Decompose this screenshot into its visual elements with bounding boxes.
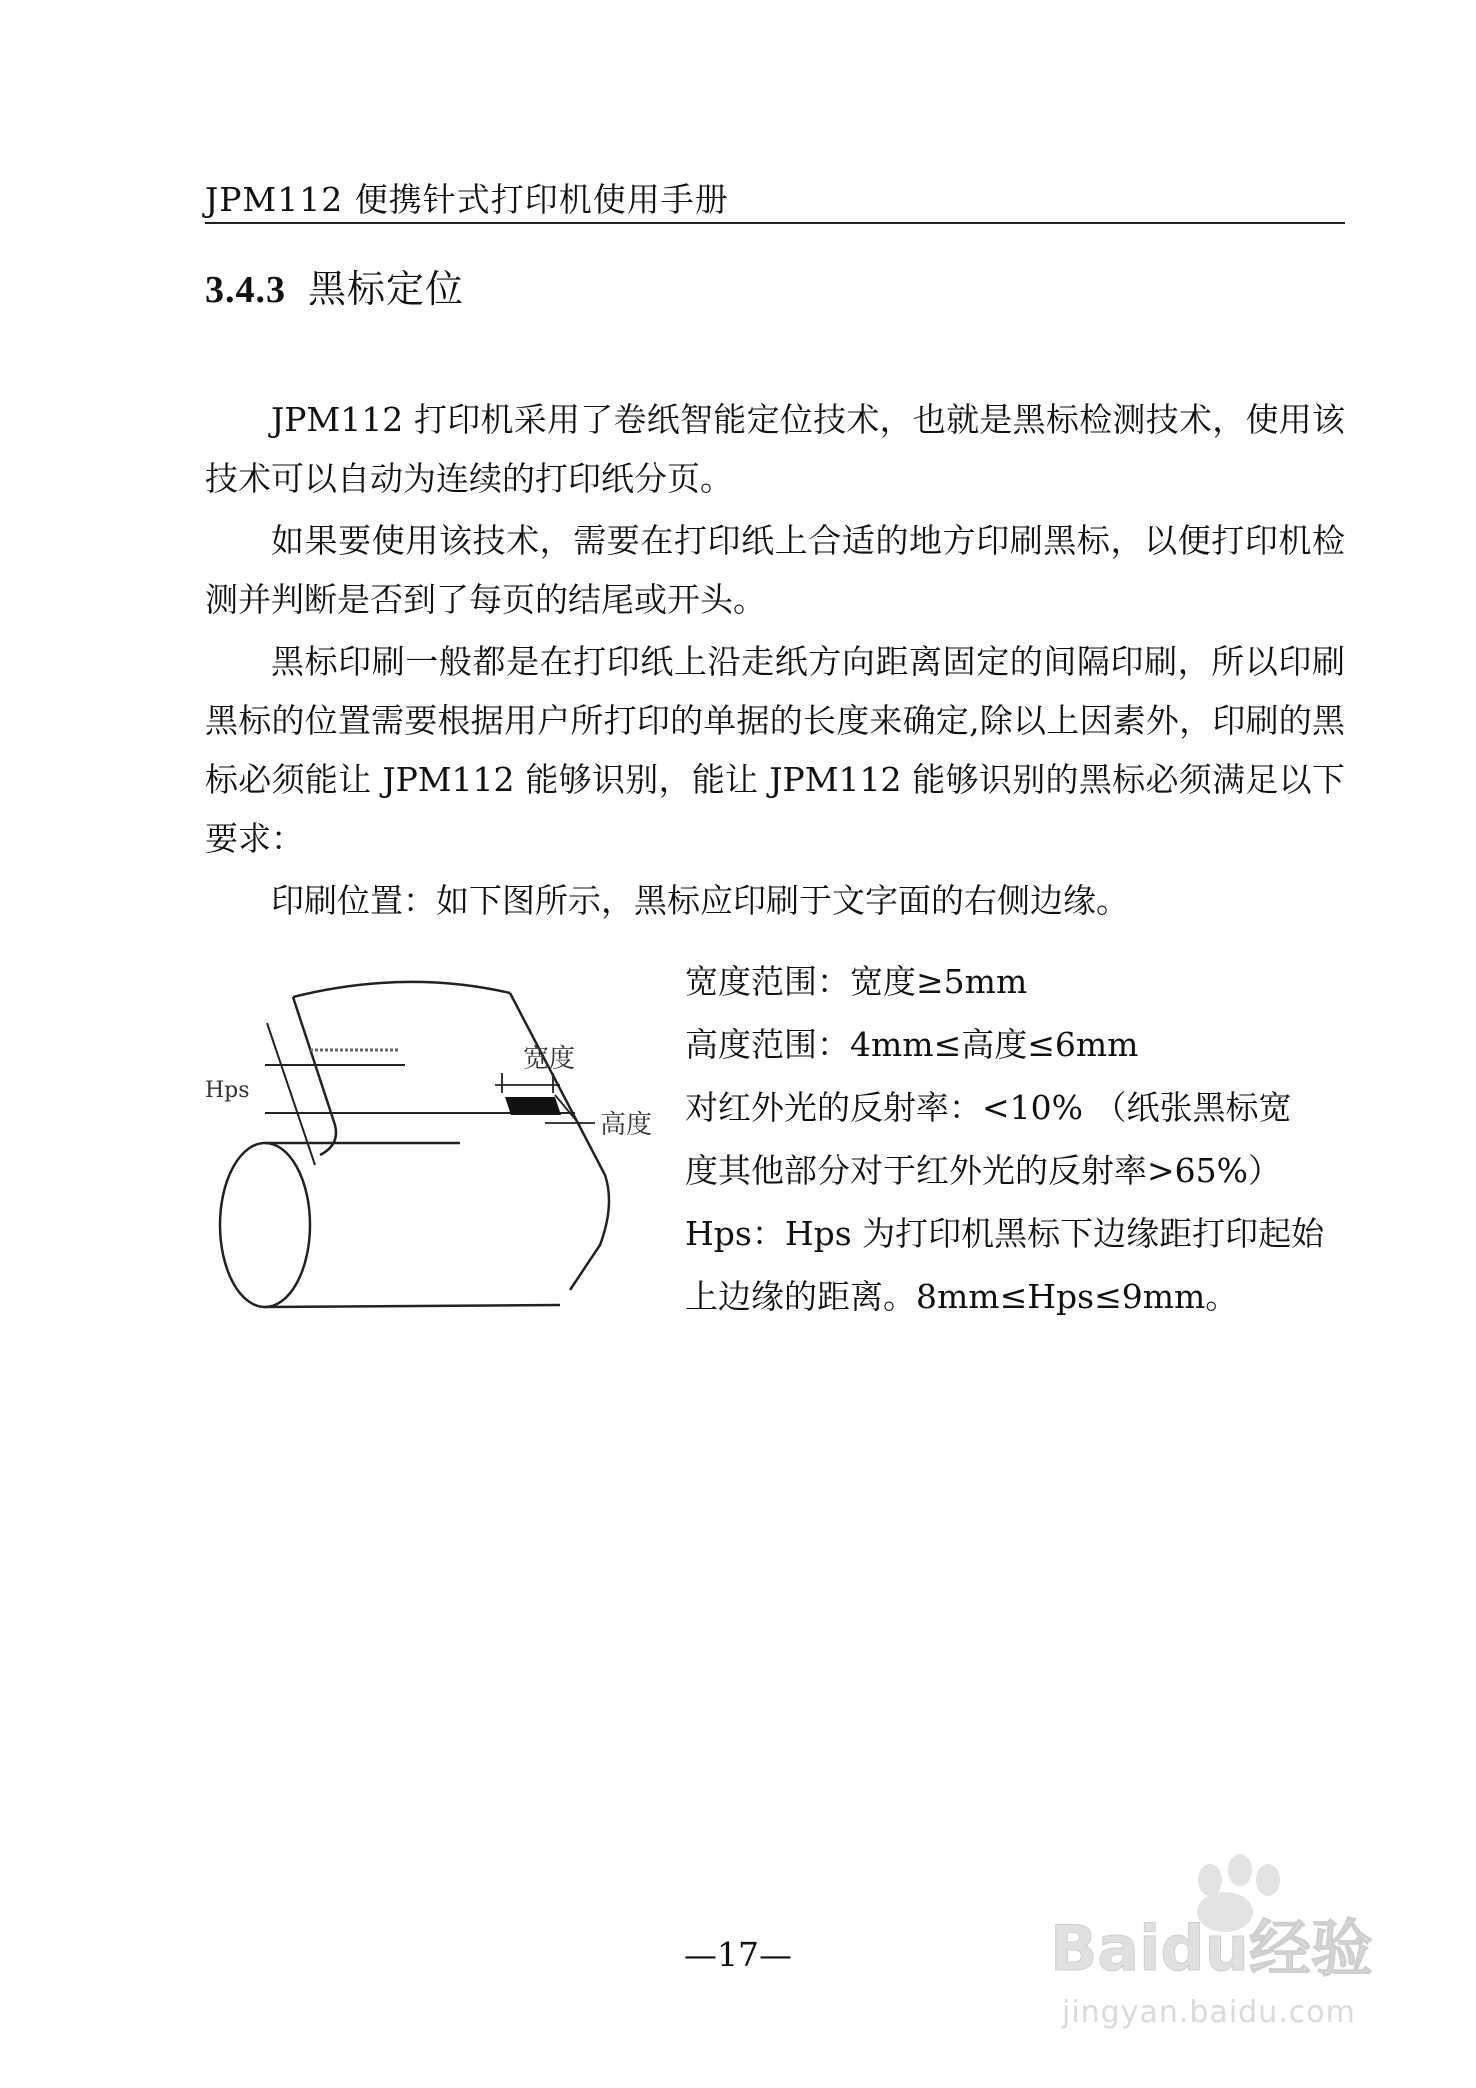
label-height: 高度 (600, 1110, 653, 1140)
section-title: 黑标定位 (308, 267, 465, 311)
spec-reflectance: 对红外光的反射率：<10% （纸张黑标宽 (685, 1088, 1292, 1127)
black-mark (505, 1097, 561, 1115)
section-number: 3.4.3 (205, 269, 286, 311)
label-width: 宽度 (523, 1044, 576, 1074)
section-heading (205, 258, 464, 313)
paragraph: 印刷位置：如下图所示，黑标应印刷于文字面的右侧边缘。 (271, 881, 1129, 920)
page-header: JPM112 便携针式打印机使用手册 (205, 180, 729, 219)
paper-left-edge (293, 997, 336, 1155)
spec-list (685, 950, 1345, 1328)
watermark-url: jingyan.baidu.com (1062, 1995, 1356, 2030)
spec-hps: Hps：Hps 为打印机黑标下边缘距打印起始 (685, 1214, 1325, 1253)
paper-roll-end (220, 1143, 310, 1307)
spec-width: 宽度范围：宽度≥5mm (685, 962, 1028, 1001)
black-mark-diagram (205, 975, 675, 1345)
page-number: —17— (684, 1935, 792, 1974)
paper-right-edge (510, 993, 609, 1290)
label-hps: Hps (205, 1078, 250, 1103)
header-rule (205, 222, 1345, 224)
body-text (205, 390, 1345, 933)
paragraph: 黑标印刷一般都是在打印纸上沿走纸方向距离固定的间隔印刷，所以印刷黑标的位置需要根据用户所打印的单据的长度来确定,除以上因素外，印刷的黑标必须能让 JPM112 能够识别，能让 JPM112 能够识别的黑标必须满足以下要求： (205, 642, 1345, 858)
baidu-watermark-logo (1050, 1850, 1390, 1990)
spec-reflectance-cont: 度其他部分对于红外光的反射率>65%） (685, 1151, 1281, 1190)
spec-height: 高度范围：4mm≤高度≤6mm (685, 1025, 1139, 1064)
paragraph: JPM112 打印机采用了卷纸智能定位技术，也就是黑标检测技术，使用该技术可以自动为连续的打印纸分页。 (205, 400, 1345, 498)
paper-top-edge (293, 982, 510, 997)
spec-hps-cont: 上边缘的距离。8mm≤Hps≤9mm。 (685, 1277, 1239, 1316)
watermark-logo-text: Baidu经验 (1050, 1912, 1373, 1985)
paragraph: 如果要使用该技术，需要在打印纸上合适的地方印刷黑标，以便打印机检测并判断是否到了每页的结尾或开头。 (205, 521, 1345, 619)
